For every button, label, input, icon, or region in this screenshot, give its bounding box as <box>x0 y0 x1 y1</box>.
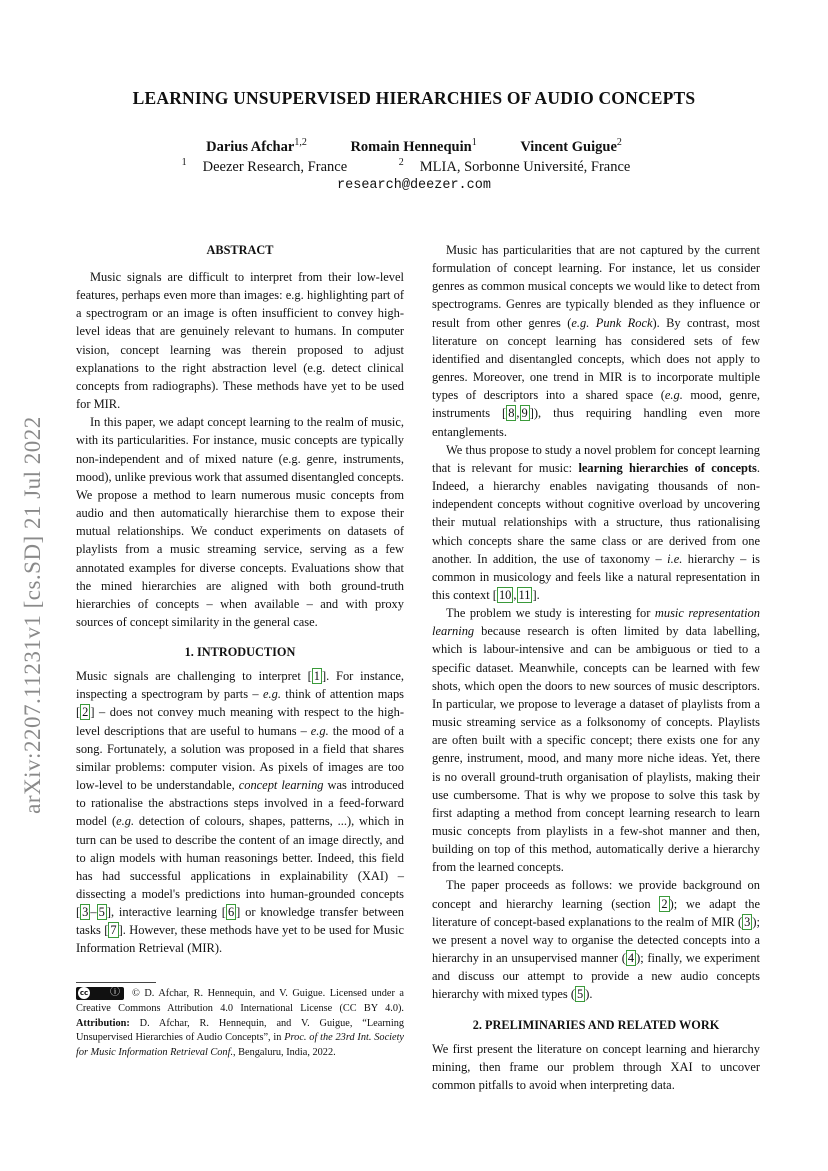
citation-link[interactable]: 1 <box>313 669 320 684</box>
contact-email: research@deezer.com <box>337 178 491 193</box>
arxiv-stamp: arXiv:2207.11231v1 [cs.SD] 21 Jul 2022 <box>20 416 45 814</box>
section-link[interactable]: 5 <box>577 987 584 1002</box>
cc-by-license-icon <box>76 987 124 1000</box>
intro-paragraph: The problem we study is interesting for music representation learning because research is often limited by data labelling, which is labour-intensive and can be ambiguous or tied to a specific dataset. Meanwhile, concepts can be learned with few shots, which open the doors to new sources of music descriptors. In particular, we propose to leverage a dataset of playlists from a music streaming service as a folksonomy of concepts. Playlists are often built with a specific concept; there exists one for any genre, instrument, mood, and many more niche ideas. Yet, there is no overall ground-truth organisation of playlists, making their use cumbersome. That is why we propose to solve this task by first adapting a method from concept learning research to learn music concepts from playlists in a few-shot manner and then, building on top of this method, automatically derive a hierarchy from the learned concepts. <box>432 606 760 875</box>
author: Darius Afchar$^{1,2}$ <box>206 137 307 155</box>
citation-link[interactable]: 11 <box>518 587 531 602</box>
citation-link[interactable]: 2 <box>82 705 89 720</box>
author-list <box>0 137 828 156</box>
citation-link[interactable]: 7 <box>110 923 117 938</box>
abstract-paragraph: Music signals are difficult to interpret from their low-level features, perhaps even more than images: e.g. highlighting part of a spectrogram or an image is often insufficient to convey high-level ideas that are genuinely relevant to humans. In computer vision, concept learning was therein proposed to adjust explanations to the right abstraction level (e.g. detect clinical concepts from radiographs). These methods have yet to be used for MIR. <box>76 270 404 412</box>
right-column <box>432 241 760 1094</box>
citation-link[interactable]: 3 <box>82 905 89 920</box>
paper-title: LEARNING UNSUPERVISED HIERARCHIES OF AUDIO CONCEPTS <box>132 88 696 108</box>
affiliation: $^2$ MLIA, Sorbonne Université, France <box>398 157 631 175</box>
section-link[interactable]: 4 <box>627 951 635 966</box>
citation-link[interactable]: 10 <box>498 587 512 602</box>
author: Vincent Guigue$^2$ <box>520 137 622 155</box>
citation-link[interactable]: 8 <box>508 406 515 421</box>
intro-paragraph: The paper proceeds as follows: we provide background on concept and hierarchy learning (section 2 ); we adapt the literature of concept-based explanations to the realm of MIR ( 3 ); we present a novel way to organise the detected concepts into a hierarchy in an unsupervised manner ( 4 ); finally, we experiment and discuss our attempt to provide a new audio concepts hierarchy with mixed types ( 5 ). <box>432 878 761 1002</box>
intro-paragraph: We thus propose to study a novel problem for concept learning that is relevant for music: learning hierarchies of concepts. Indeed, a hierarchy enables navigating thousands of non-independent concepts without cognitive overload by uncovering their mutual relationships with a structure, thus rationalising which concepts share the same class or are derived from one another. In addition, the use of taxonomy – i.e. hierarchy – is common in musicology and feels like a natural representation in this context [ 10 , 11 ]. <box>432 442 760 602</box>
abstract-paragraph: In this paper, we adapt concept learning to the realm of music, with its particularities. For instance, music concepts are typically non-independent and of mixed nature (e.g. genre, instruments, mood), unlike previous work that assumed disentangled concepts. We propose a method to learn numerous music concepts from audio and then automatically hierarchise them to expose their mutual relationships. We conduct experiments on datasets of playlists from a music streaming service, serving as a few annotated examples for diverse concepts. Evaluations show that the mined hierarchies are aligned with both ground-truth hierarchies of concepts – when available – and with proxy sources of concept similarity in the general case. <box>76 415 404 629</box>
left-column <box>76 241 404 958</box>
section-link[interactable]: 3 <box>744 914 751 929</box>
author: Romain Hennequin$^1$ <box>350 137 477 155</box>
affiliations <box>0 157 828 176</box>
intro-paragraph: Music signals are challenging to interpret [ 1 ]. For instance, inspecting a spectrogram by parts – e.g. think of attention maps [ 2 ] – does not convey much meaning with respect to the high-level descriptions that are useful to humans – e.g. the mood of a song. Fortunately, a solution was proposed in a field that shares similar problems: computer vision. As pixels of images are too low-level to be understandable, concept learning was introduced to rationalise the abstractions steps involved in a feed-forward model (e.g. detection of colours, shapes, patterns, ...), which in turn can be used to describe the content of an image directly, and to align models with human reasonings better. Indeed, this field has had successful applications in explainability (XAI) – dissecting a model's predictions into human-grounded concepts [ 3 – 5 ], interactive learning [ 6 ] or knowledge transfer between tasks [ 7 ]. However, these methods have yet to be used for Music Information Retrieval (MIR). <box>76 669 405 956</box>
intro-paragraph: Music has particularities that are not captured by the current formulation of concept learning. For instance, let us consider genres as common musical concepts we would like to detect from spectrograms. Genres are typically blended as they influence or result from other genres (e.g. Punk Rock). By contrast, most literature on concept learning has considered sets of few identified and disentangled concepts, which does not apply to genres. Moreover, one trend in MIR is to incorporate multiple types of descriptors into a shared space (e.g. mood, genre, instruments [ 8 , 9 ]), thus requiring handling even more entanglements. <box>432 243 761 439</box>
intro-heading: 1. INTRODUCTION <box>184 645 296 660</box>
license-footnote: cc ⓘ© D. Afchar, R. Hennequin, and V. Guigue. Licensed under a Creative Commons Attribution 4.0 International License (CC BY 4.0). Attribution: D. Afchar, R. Hennequin, and V. Guigue, “Learning Unsupervised Hierarchies of Audio Concepts”, in Proc. of the 23rd Int. Society for Music Information Retrieval Conf., Bengaluru, India, 2022. <box>76 987 404 1061</box>
abstract-heading: ABSTRACT <box>206 243 274 257</box>
citation-link[interactable]: 6 <box>227 905 235 920</box>
section-link[interactable]: 2 <box>661 896 668 911</box>
related-work-heading: 2. PRELIMINARIES AND RELATED WORK <box>472 1017 720 1032</box>
citation-link[interactable]: 5 <box>98 905 105 920</box>
citation-link[interactable]: 9 <box>521 406 528 421</box>
related-work-paragraph: We first present the literature on concept learning and hierarchy mining, then frame our problem through XAI to uncover common pitfalls to avoid when interpreting data. <box>432 1041 760 1092</box>
affiliation: $^1$ Deezer Research, France <box>181 157 348 175</box>
footnote-rule <box>76 982 156 983</box>
